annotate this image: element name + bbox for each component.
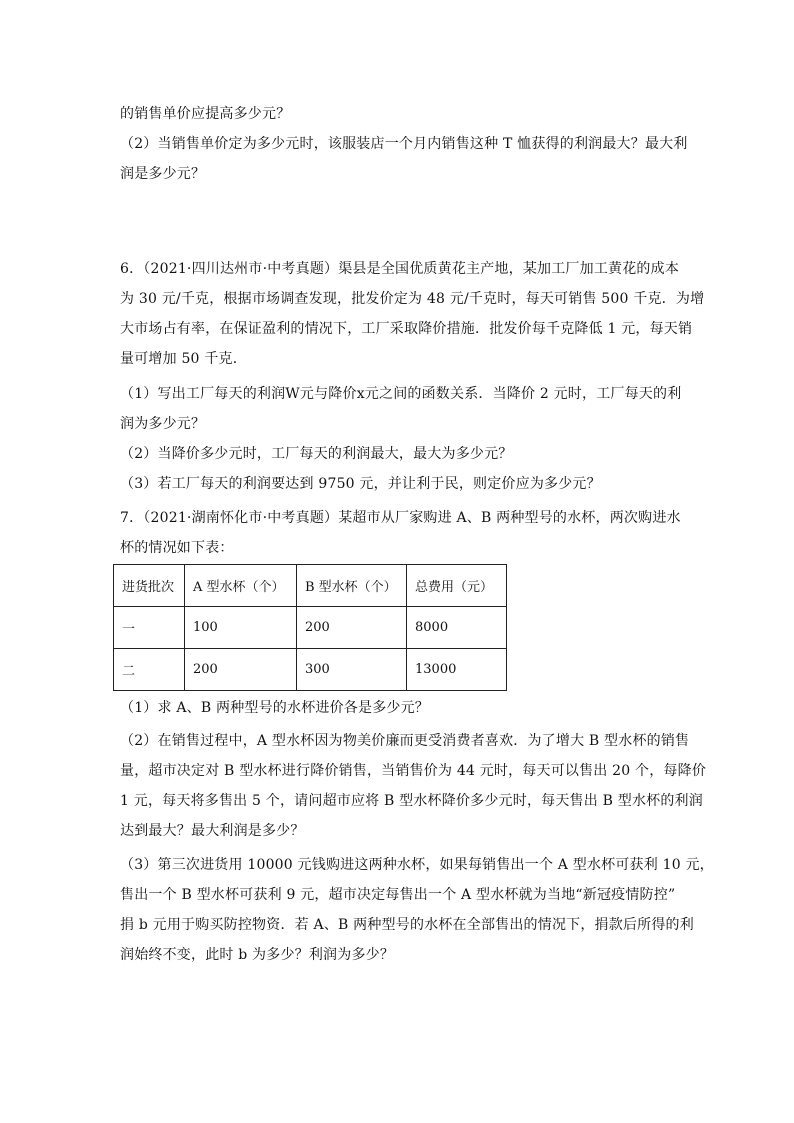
text-line: 的销售单价应提高多少元？ (120, 106, 291, 122)
table-header-cell: B 型水杯（个） (297, 565, 407, 607)
text-line: （2）当降价多少元时，工厂每天的利润最大，最大为多少元？ (120, 446, 513, 462)
text-line: 润始终不变，此时 b 为多少？利润为多少？ (120, 947, 395, 963)
text-line: 捐 b 元用于购买防控物资．若 A、B 两种型号的水杯在全部售出的情况下，捐款后所得的利 (120, 917, 694, 933)
text-line: 杯的情况如下表： (120, 540, 234, 556)
table-cell: 200 (297, 607, 407, 649)
table-header-row (114, 565, 507, 607)
table-header-cell: 进货批次 (114, 565, 185, 607)
table-cell: 100 (185, 607, 297, 649)
text-line: 大市场占有率，在保证盈利的情况下，工厂采取降价措施．批发价每千克降低 1 元，每天销 (120, 321, 693, 337)
text-line: 为 30 元/千克，根据市场调查发现，批发价定为 48 元/千克时，每天可销售 500 千克．为增 (120, 291, 705, 307)
table-cell: 200 (185, 649, 297, 691)
table-cell: 二 (114, 649, 185, 691)
question-6-title: 6．（2021·四川达州市·中考真题）渠县是全国优质黄花主产地，某加工厂加工黄花的成本 (120, 261, 680, 277)
text-line: （1）求 A、B 两种型号的水杯进价各是多少元？ (120, 700, 430, 716)
table-row (114, 607, 507, 649)
table-header-cell: 总费用（元） (407, 565, 507, 607)
text-line: （3）第三次进货用 10000 元钱购进这两种水杯，如果每销售出一个 A 型水杯可获利 10 元， (120, 857, 714, 873)
text-line: 润是多少元？ (120, 166, 206, 182)
question-7-title: 7．（2021·湖南怀化市·中考真题）某超市从厂家购进 A、B 两种型号的水杯，两次购进水 (120, 510, 681, 526)
text-line: （2）当销售单价定为多少元时，该服装店一个月内销售这种 T 恤获得的利润最大？最大利 (120, 136, 688, 152)
text-line: 量可增加 50 千克． (120, 351, 247, 367)
table-header-cell: A 型水杯（个） (185, 565, 297, 607)
purchase-table (113, 564, 507, 691)
table-cell: 8000 (407, 607, 507, 649)
table-cell: 300 (297, 649, 407, 691)
text-line: 达到最大？最大利润是多少？ (120, 823, 305, 839)
text-line: 润为多少元？ (120, 416, 206, 432)
table-row (114, 649, 507, 691)
text-line: （2）在销售过程中，A 型水杯因为物美价廉而更受消费者喜欢．为了增大 B 型水杯的销售 (120, 733, 690, 749)
text-line: 1 元，每天将多售出 5 个，请问超市应将 B 型水杯降价多少元时，每天售出 B 型水杯的利润 (120, 793, 703, 809)
table-cell: 13000 (407, 649, 507, 691)
table-cell: 一 (114, 607, 185, 649)
text-line: 售出一个 B 型水杯可获利 9 元，超市决定每售出一个 A 型水杯就为当地“新冠疫情防控” (120, 887, 676, 903)
text-line: （1）写出工厂每天的利润W元与降价x元之间的函数关系．当降价 2 元时，工厂每天的利 (120, 386, 682, 402)
text-line: （3）若工厂每天的利润要达到 9750 元，并让利于民，则定价应为多少元？ (120, 476, 601, 492)
text-line: 量，超市决定对 B 型水杯进行降价销售，当销售价为 44 元时，每天可以售出 20 个，每降价 (120, 763, 707, 779)
